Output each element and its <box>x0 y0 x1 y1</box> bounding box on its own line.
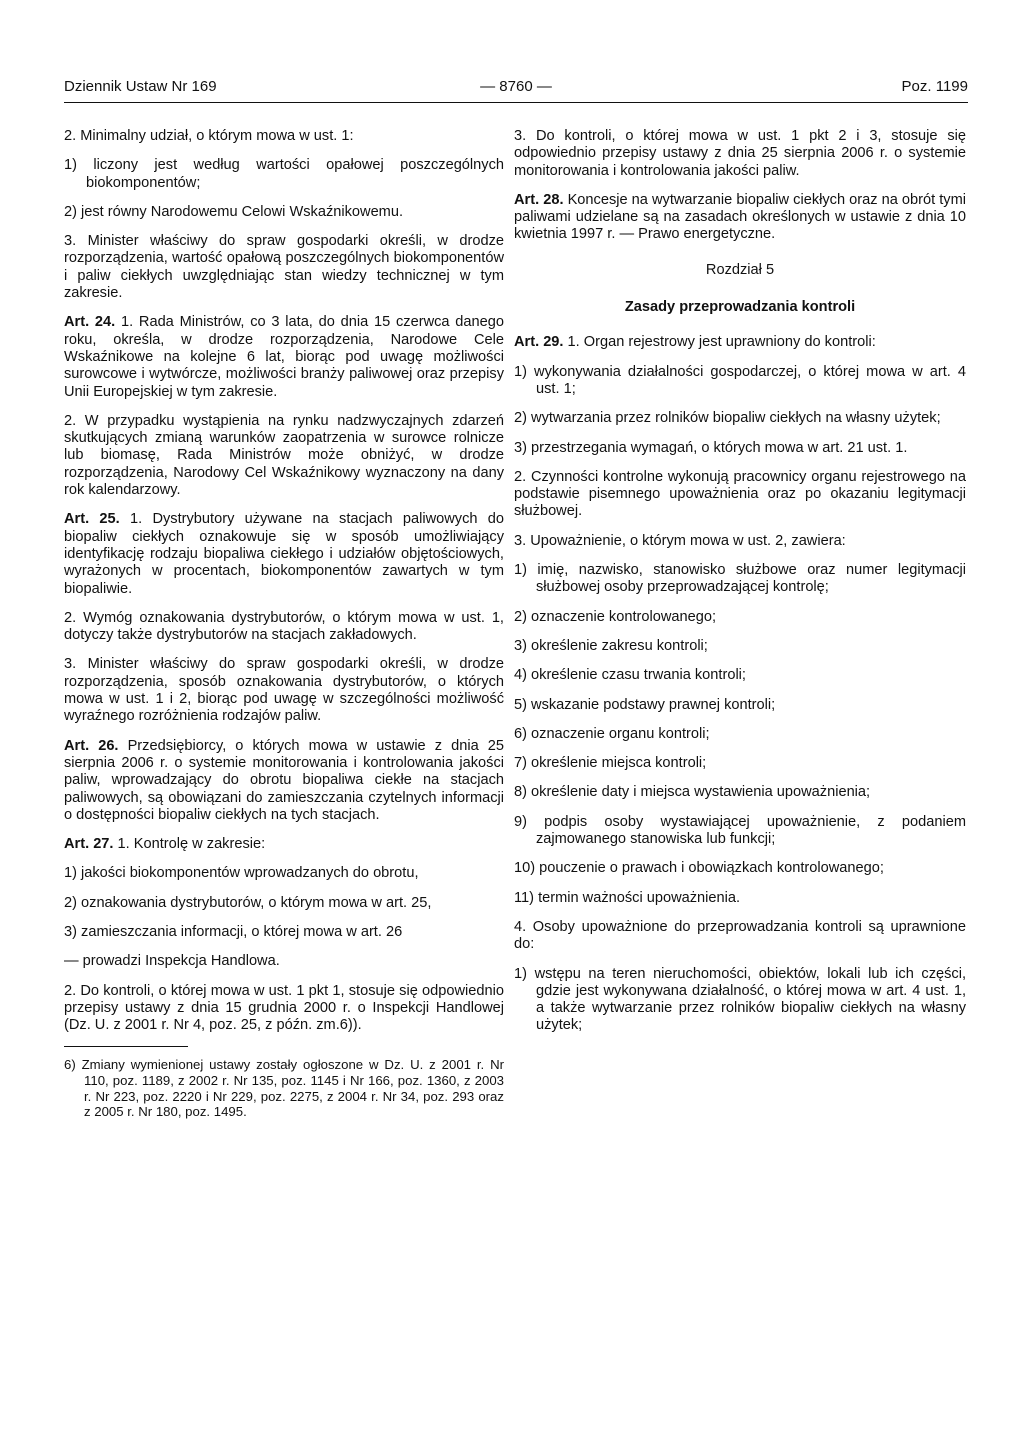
list-item: 2) jest równy Narodowemu Celowi Wskaźnikowemu. <box>64 203 404 220</box>
article-text: 1. Kontrolę w zakresie: <box>113 836 266 853</box>
list-item: 3) przestrzegania wymagań, o których mowa w art. 21 ust. 1. <box>514 439 908 456</box>
list-item: 3) zamieszczania informacji, o której mowa w art. 26 <box>64 923 403 940</box>
paragraph: 4. Osoby upoważnione do przeprowadzania kontroli są uprawnione do: <box>514 918 966 953</box>
footnote: 6) Zmiany wymienionej ustawy zostały ogłoszone w Dz. U. z 2001 r. Nr 110, poz. 1189, z 2002 r. Nr 135, poz. 1145 i Nr 166, poz. 1360, z 2003 r. Nr 223, poz. 2220 i Nr 229, poz. 2275, z 2004 r. Nr 34, poz. 293 oraz z 2005 r. Nr 180, poz. 1495. <box>64 1057 504 1120</box>
list-item: 1) wstępu na teren nieruchomości, obiektów, lokali lub ich części, gdzie jest wykonywana działalność, o której mowa w art. 4 ust. 1, a także wytwarzanie przez rolników biopaliw ciekłych na własny użytek; <box>514 965 966 1034</box>
list-item: 1) imię, nazwisko, stanowisko służbowe oraz numer legitymacji służbowej osoby przeprowadzającej kontrolę; <box>514 562 966 596</box>
article <box>514 334 966 351</box>
paragraph: 2. Czynności kontrolne wykonują pracownicy organu rejestrowego na podstawie pisemnego upoważnienia oraz po okazaniu legitymacji służbowej. <box>514 468 966 520</box>
paragraph: 3. Minister właściwy do spraw gospodarki określi, w drodze rozporządzenia, sposób oznakowania dystrybutorów, o których mowa w ust. 1 i 2, biorąc pod uwagę w szczególności możliwość wyraźnego rozróżnienia rodzajów paliw. <box>64 656 504 725</box>
page-header <box>64 76 968 103</box>
paragraph: 2. Wymóg oznakowania dystrybutorów, o którym mowa w ust. 1, dotyczy także dystrybutorów na stacjach zakładowych. <box>64 609 504 644</box>
article-text: 1. Rada Ministrów, co 3 lata, do dnia 15 czerwca danego roku, określa, w drodze rozporządzenia, Narodowe Cele Wskaźnikowe na kolejne 6 lat, biorąc pod uwagę możliwości surowcowe i wytwórcze, możliwości branży paliwowej oraz przepisy Unii Europejskiej w tym zakresie. <box>64 314 504 400</box>
article <box>64 511 504 597</box>
article-number: Art. 24. <box>64 314 116 331</box>
list-item: 1) liczony jest według wartości opałowej poszczególnych biokomponentów; <box>64 157 504 191</box>
paragraph: 2. Do kontroli, o której mowa w ust. 1 pkt 1, stosuje się odpowiednio przepisy ustawy z dnia 15 grudnia 2000 r. o Inspekcji Handlowej (Dz. U. z 2001 r. Nr 4, poz. 25, z późn. zm.6)). <box>64 982 504 1034</box>
journal-title: Dziennik Ustaw Nr 169 <box>64 78 217 95</box>
list-item: 2) wytwarzania przez rolników biopaliw ciekłych na własny użytek; <box>514 410 941 427</box>
paragraph: 2. Minimalny udział, o którym mowa w ust. 1: <box>64 128 354 144</box>
left-column <box>64 128 504 1120</box>
paragraph: 3. Minister właściwy do spraw gospodarki określi, w drodze rozporządzenia, wartość opałową poszczególnych biokomponentów i paliw ciekłych uwzględniając stan wiedzy technicznej w tym zakresie. <box>64 233 504 302</box>
list-item: 6) oznaczenie organu kontroli; <box>514 725 710 742</box>
list-item: 11) termin ważności upoważnienia. <box>514 889 741 906</box>
list-item: 5) wskazanie podstawy prawnej kontroli; <box>514 696 776 713</box>
list-item: 3) określenie zakresu kontroli; <box>514 637 708 654</box>
article-text: 1. Organ rejestrowy jest uprawniony do kontroli: <box>563 334 876 351</box>
article-text: Koncesje na wytwarzanie biopaliw ciekłych oraz na obrót tymi paliwami udzielane są na zasadach określonych w ustawie z dnia 10 kwietnia 1997 r. — Prawo energetyczne. <box>514 191 966 243</box>
list-item: 2) oznakowania dystrybutorów, o którym mowa w art. 25, <box>64 894 432 911</box>
article <box>64 314 504 400</box>
chapter-number: Rozdział 5 <box>705 261 775 278</box>
paragraph: 3. Upoważnienie, o którym mowa w ust. 2, zawiera: <box>514 532 846 549</box>
list-item: 7) określenie miejsca kontroli; <box>514 755 707 772</box>
list-item: 1) jakości biokomponentów wprowadzanych do obrotu, <box>64 865 419 882</box>
paragraph: 3. Do kontroli, o której mowa w ust. 1 pkt 2 i 3, stosuje się odpowiednio przepisy ustawy z dnia 25 sierpnia 2006 r. o systemie monitorowania i kontrolowania jakości paliw. <box>514 128 966 179</box>
article-text: 1. Dystrybutory używane na stacjach paliwowych do biopaliw ciekłych oznakowuje się w sposób umożliwiający identyfikację rodzaju biopaliwa ciekłego i udziałów objętościowych, wyrażonych w procentach, biokomponentów zawartych w tym biopaliwie. <box>64 511 504 597</box>
article-text: Przedsiębiorcy, o których mowa w ustawie z dnia 25 sierpnia 2006 r. o systemie monitorowania i kontrolowania jakości paliw, wprowadzający do obrotu biopaliwa ciekłe na stacjach paliwowych, są obowiązani do zamieszczania czytelnych informacji o dostępności biopaliw ciekłych na tych stacjach. <box>64 737 504 823</box>
right-column <box>514 128 966 1047</box>
chapter-title: Zasady przeprowadzania kontroli <box>624 299 856 316</box>
article <box>64 738 504 824</box>
list-item: 2) oznaczenie kontrolowanego; <box>514 608 717 625</box>
list-closing: — prowadzi Inspekcja Handlowa. <box>64 953 280 970</box>
article-number: Art. 26. <box>64 737 119 754</box>
article-number: Art. 25. <box>64 511 120 528</box>
position-number: Poz. 1199 <box>901 78 968 95</box>
article-number: Art. 29. <box>514 334 564 351</box>
page-number: — 8760 — <box>480 78 552 95</box>
list-item: 9) podpis osoby wystawiającej upoważnienie, z podaniem zajmowanego stanowiska lub funkcji; <box>514 813 966 848</box>
paragraph: 2. W przypadku wystąpienia na rynku nadzwyczajnych zdarzeń skutkujących zmianą warunków zaopatrzenia w surowce rolnicze lub biomasę, Rada Ministrów może obniżyć, w drodze rozporządzenia, Narodowy Cel Wskaźnikowy wyznaczony na dany rok kalendarzowy. <box>64 412 504 499</box>
list-item: 1) wykonywania działalności gospodarczej, o której mowa w art. 4 ust. 1; <box>514 363 966 397</box>
article-number: Art. 28. <box>514 191 564 208</box>
article <box>64 836 504 853</box>
footnote-divider <box>64 1046 188 1047</box>
list-item: 10) pouczenie o prawach i obowiązkach kontrolowanego; <box>514 860 884 877</box>
list-item: 8) określenie daty i miejsca wystawienia upoważnienia; <box>514 784 871 801</box>
article <box>514 192 966 244</box>
article-number: Art. 27. <box>64 836 114 853</box>
list-item: 4) określenie czasu trwania kontroli; <box>514 667 746 684</box>
